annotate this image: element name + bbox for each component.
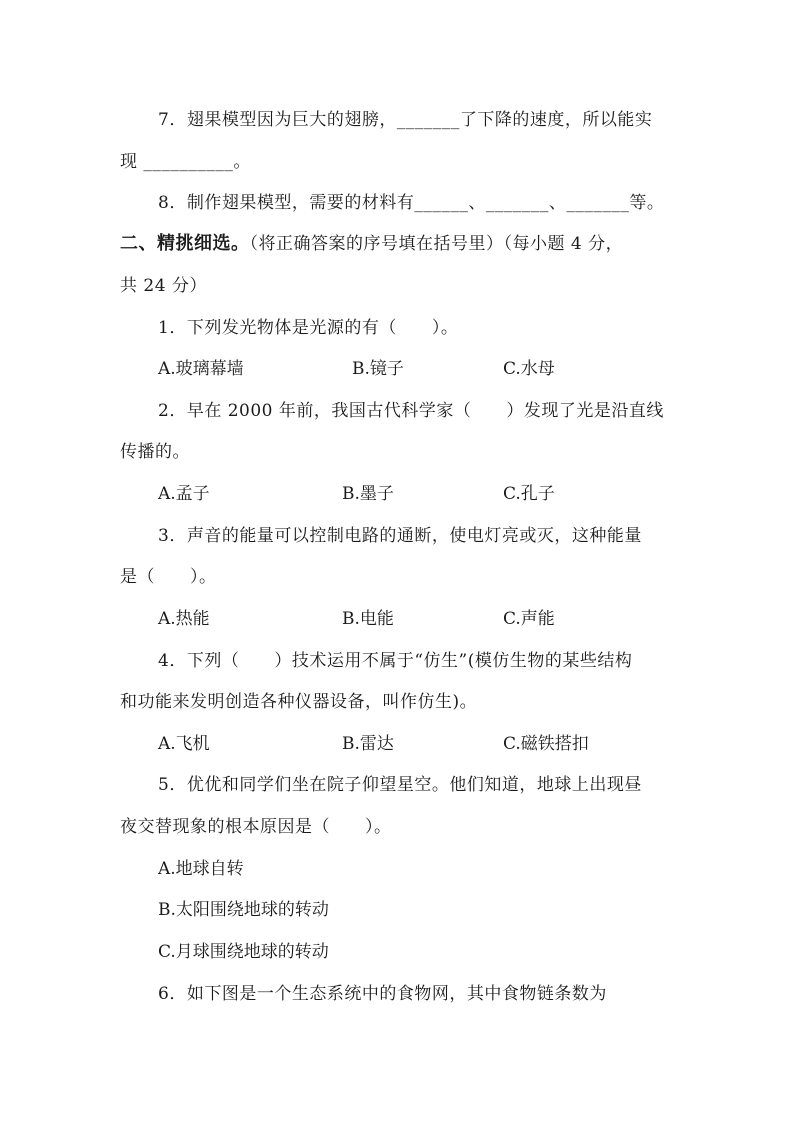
section2-title: 二、精挑细选。: [120, 233, 250, 254]
question-3-line2: 是（ ）。: [120, 567, 217, 587]
q5-option-a: A.地球自转: [158, 859, 244, 879]
question-3-line1: 3．声音的能量可以控制电路的通断，使电灯亮或灭，这种能量: [158, 526, 642, 546]
q7-line1: 7．翅果模型因为巨大的翅膀，_______了下降的速度，所以能实: [158, 110, 653, 130]
q5-option-b: B.太阳围绕地球的转动: [158, 900, 329, 920]
q4-option-c: C.磁铁搭扣: [503, 734, 589, 754]
q7-line2: 现 __________。: [120, 152, 251, 172]
q1-option-b: B.镜子: [352, 359, 404, 379]
q4-option-b: B.雷达: [342, 734, 394, 754]
q3-option-a: A.热能: [158, 609, 210, 629]
question-1: 1．下列发光物体是光源的有（ ）。: [158, 318, 459, 338]
section2-note-line2: 共 24 分）: [120, 276, 207, 296]
q3-option-c: C.声能: [503, 609, 555, 629]
question-5-line2: 夜交替现象的根本原因是（ ）。: [120, 817, 392, 837]
q1-option-c: C.水母: [503, 359, 555, 379]
q2-option-c: C.孔子: [503, 484, 555, 504]
question-2-line1: 2．早在 2000 年前，我国古代科学家（ ）发现了光是沿直线: [158, 401, 664, 421]
question-5-line1: 5．优优和同学们坐在院子仰望星空。他们知道，地球上出现昼: [158, 775, 642, 795]
q2-option-b: B.墨子: [342, 484, 394, 504]
question-4-line2: 和功能来发明创造各种仪器设备，叫作仿生)。: [120, 692, 478, 712]
q2-option-a: A.孟子: [158, 484, 210, 504]
q1-option-a: A.玻璃幕墙: [158, 359, 244, 379]
q3-option-b: B.电能: [342, 609, 394, 629]
q4-option-a: A.飞机: [158, 734, 210, 754]
question-4-line1: 4．下列（ ）技术运用不属于“仿生”(模仿生物的某些结构: [158, 651, 633, 671]
q8-line1: 8．制作翅果模型，需要的材料有______、_______、_______等。: [158, 193, 665, 213]
section2-header: [120, 232, 623, 256]
question-2-line2: 传播的。: [120, 442, 190, 462]
q5-option-c: C.月球围绕地球的转动: [158, 942, 329, 962]
question-6-line1: 6．如下图是一个生态系统中的食物网，其中食物链条数为: [158, 984, 607, 1004]
section2-note: （将正确答案的序号填在括号里）（每小题 4 分，: [249, 234, 624, 254]
